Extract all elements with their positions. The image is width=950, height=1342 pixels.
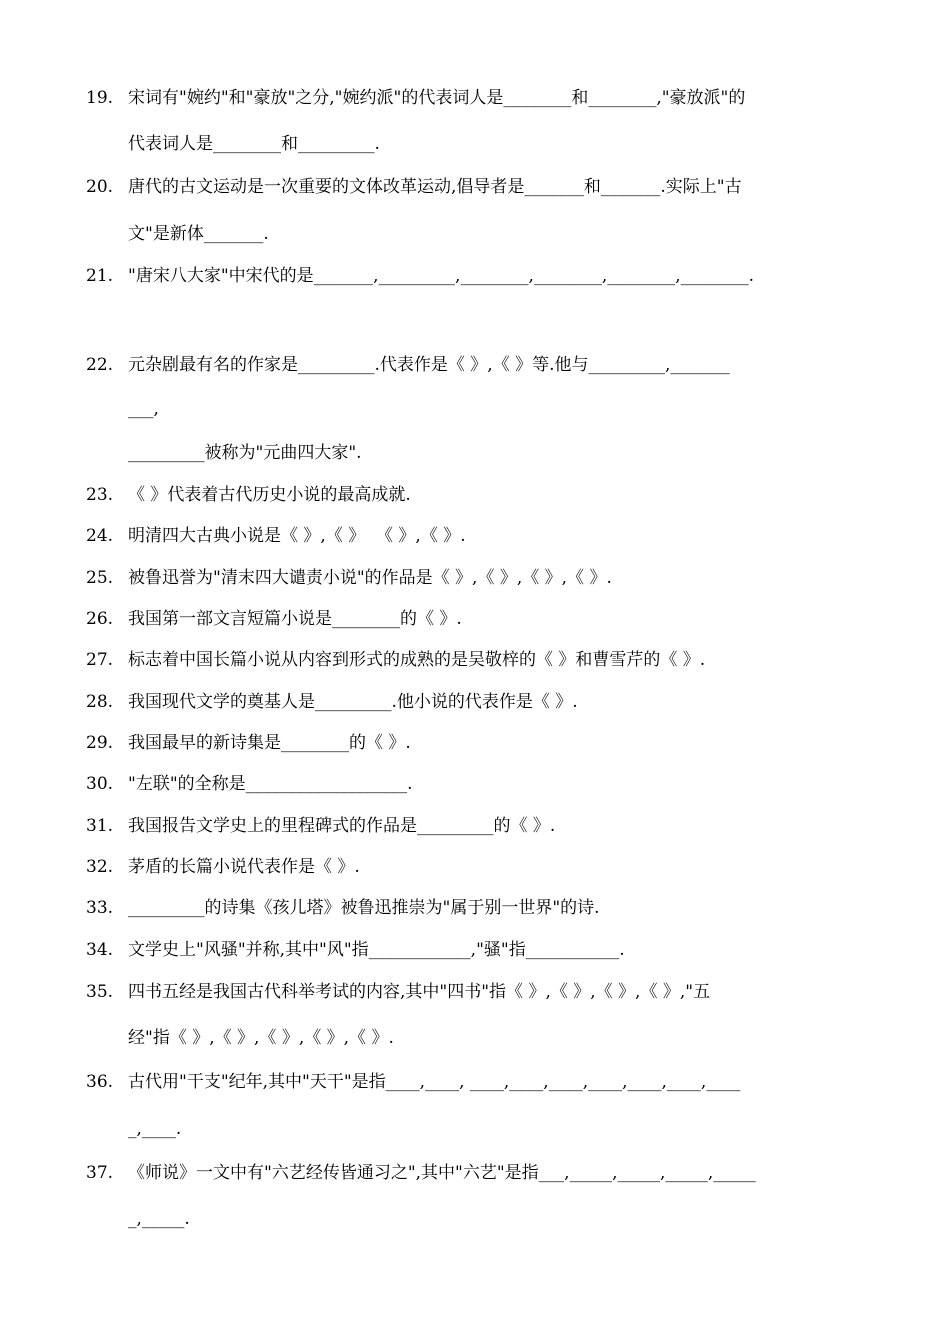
question-line: 23. 《 》代表着古代历史小说的最高成就. xyxy=(86,485,411,505)
question-line: 25. 被鲁迅誉为"清末四大谴责小说"的作品是《 》,《 》,《 》,《 》. xyxy=(86,568,612,588)
question-line: 22. 元杂剧最有名的作家是_________.代表作是《 》,《 》等.他与_________,_______ xyxy=(86,355,730,375)
question-line: 29. 我国最早的新诗集是________的《 》. xyxy=(86,733,411,753)
question-line: 37. 《师说》一文中有"六艺经传皆通习之",其中"六艺"是指___,_____,_____,_____,_____ xyxy=(86,1163,756,1183)
question-line: 31. 我国报告文学史上的里程碑式的作品是_________的《 》. xyxy=(86,816,556,836)
question-line: 27. 标志着中国长篇小说从内容到形式的成熟的是吴敬梓的《 》和曹雪芹的《 》. xyxy=(86,650,706,670)
question-line: 19. 宋词有"婉约"和"豪放"之分,"婉约派"的代表词人是________和________,"豪放派"的 xyxy=(86,88,746,108)
question-line: 文"是新体_______. xyxy=(128,224,269,244)
question-line: 24. 明清四大古典小说是《 》,《 》 《 》,《 》. xyxy=(86,526,466,546)
question-line: ___, xyxy=(128,399,159,419)
question-line: _,_____. xyxy=(128,1209,190,1229)
question-line: 26. 我国第一部文言短篇小说是________的《 》. xyxy=(86,609,462,629)
question-line: 21. "唐宋八大家"中宋代的是_______,_________,________,________,________,________. xyxy=(86,266,755,286)
question-line: 33. _________的诗集《孩儿塔》被鲁迅推崇为"属于别一世界"的诗. xyxy=(86,898,600,918)
question-line: 36. 古代用"干支"纪年,其中"天干"是指____,____, ____,____,____,____,____,____,____ xyxy=(86,1072,741,1092)
question-line: 35. 四书五经是我国古代科举考试的内容,其中"四书"指《 》,《 》,《 》,《 》,"五 xyxy=(86,982,711,1002)
question-line: 30. "左联"的全称是___________________. xyxy=(86,774,413,794)
question-line: 经"指《 》,《 》,《 》,《 》,《 》. xyxy=(128,1028,394,1048)
question-line: 34. 文学史上"风骚"并称,其中"风"指____________,"骚"指___________. xyxy=(86,940,625,960)
question-line: 20. 唐代的古文运动是一次重要的文体改革运动,倡导者是_______和_______.实际上"古 xyxy=(86,177,742,197)
question-line: 代表词人是________和_________. xyxy=(128,134,380,154)
question-line: _________被称为"元曲四大家". xyxy=(128,443,362,463)
question-line: 28. 我国现代文学的奠基人是_________.他小说的代表作是《 》. xyxy=(86,692,578,712)
question-line: _,____. xyxy=(128,1119,182,1139)
question-line: 32. 茅盾的长篇小说代表作是《 》. xyxy=(86,857,360,877)
